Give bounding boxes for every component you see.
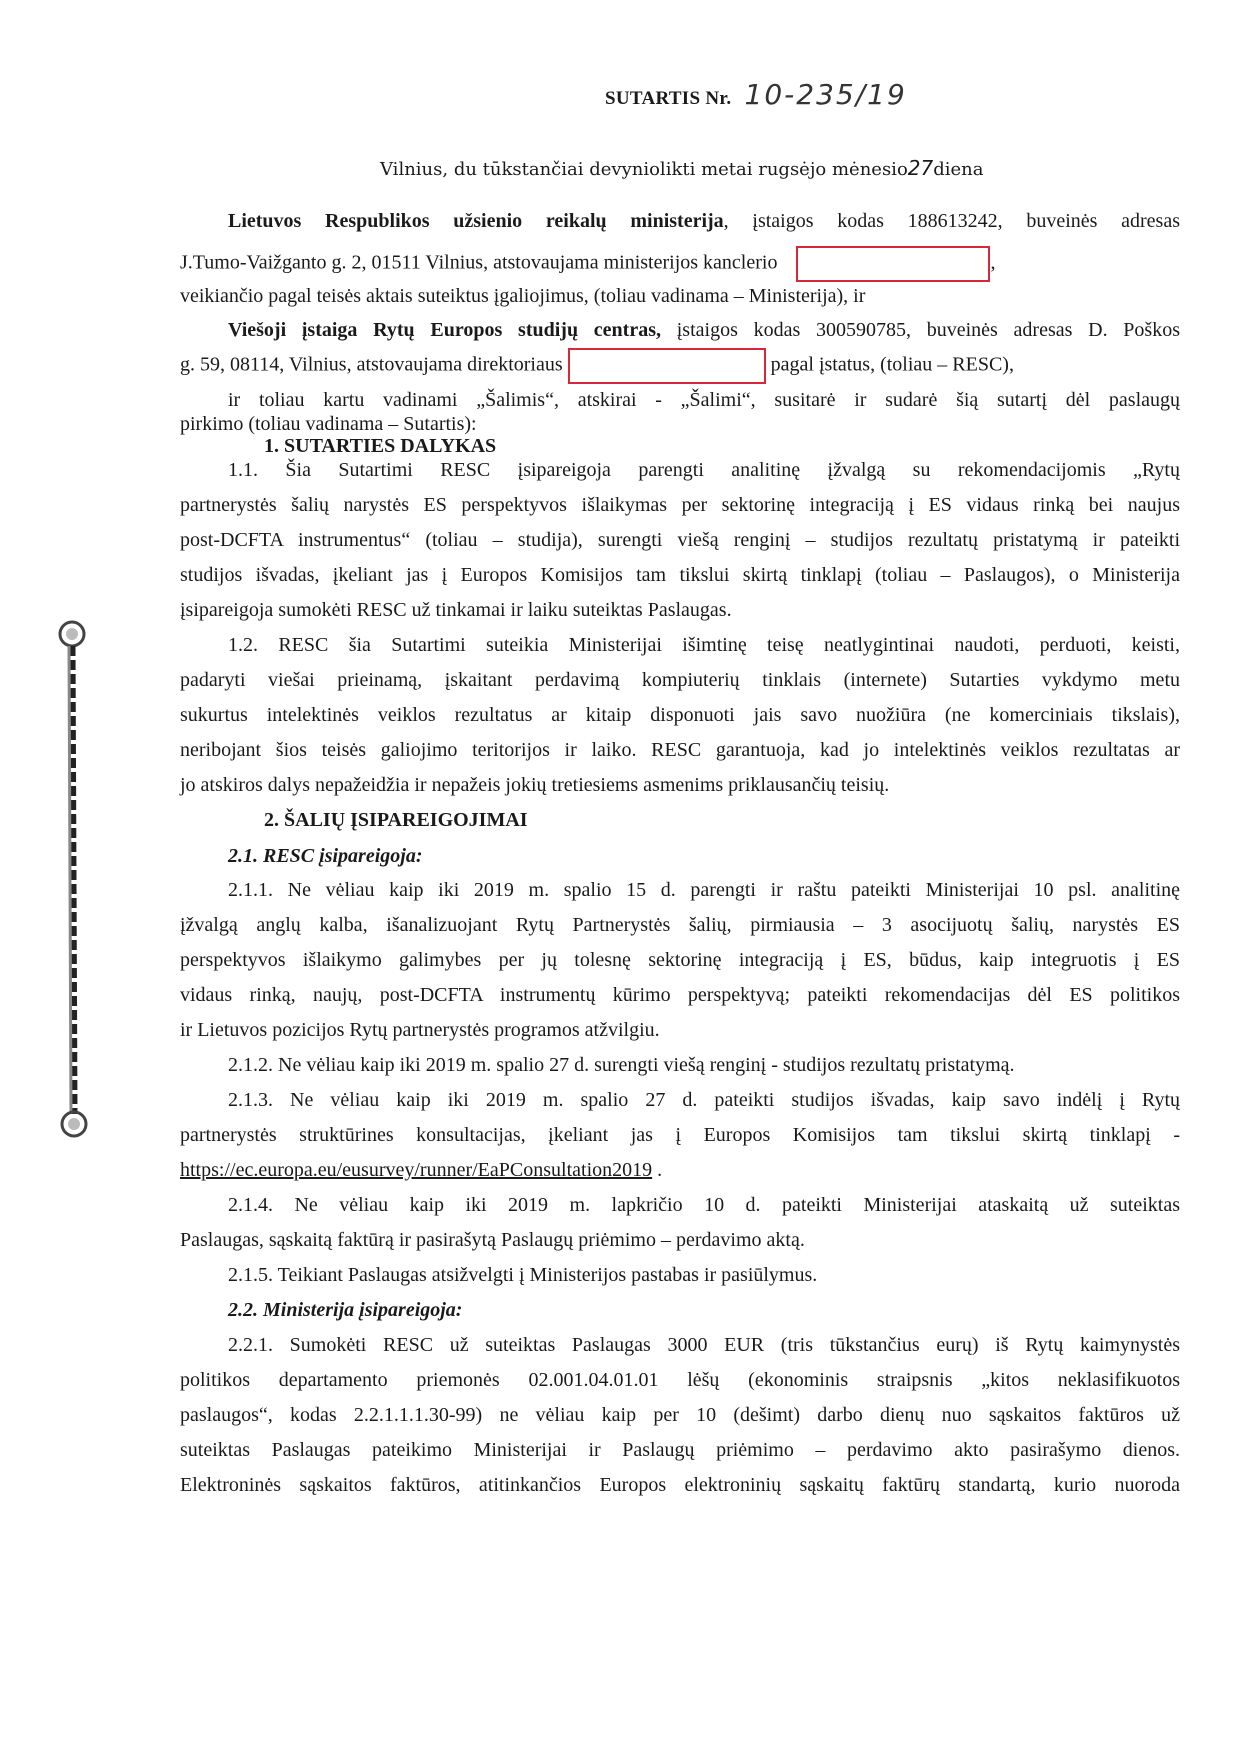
s1-line: sukurtus intelektinės veiklos rezultatus ar kitaip disponuoti jais savo nuožiūra (ne komerciniais tikslais), [180, 704, 1180, 726]
s22-line: paslaugos“, kodas 2.2.1.1.1.30-99) ne vėliau kaip per 10 (dešimt) darbo dienų nuo sąskaitos faktūros už [180, 1404, 1180, 1426]
ministry-name: Lietuvos Respublikos užsienio reikalų ministerija [228, 210, 724, 232]
section-2-heading: 2. ŠALIŲ ĮSIPAREIGOJIMAI [264, 809, 528, 831]
resc-name: Viešoji įstaiga Rytų Europos studijų centras, [228, 319, 661, 341]
day-handwritten: 27 [907, 156, 934, 180]
s22-line: suteiktas Paslaugas pateikimo Ministerijai ir Paslaugų priėmimo – perdavimo akto pasirašymo dienos. [180, 1439, 1180, 1461]
title-text: SUTARTIS Nr. [605, 88, 732, 109]
link-suffix: . [652, 1159, 663, 1181]
s2-line: vidaus rinką, naujų, post-DCFTA instrumentų kūrimo perspektyvą; pateikti rekomendacijas dėl ES politikos [180, 984, 1180, 1006]
resc-line2-after: pagal įstatus, (toliau – RESC), [770, 353, 1014, 376]
eap-consultation-link[interactable]: https://ec.europa.eu/eusurvey/runner/EaPConsultation2019 [180, 1159, 653, 1181]
redacted-name-box [796, 246, 990, 282]
section-1-heading: 1. SUTARTIES DALYKAS [264, 435, 497, 457]
ministry-line-1 [228, 211, 1180, 231]
ministry-rest: , įstaigos kodas 188613242, buveinės adresas [723, 210, 1180, 232]
s1-line: 1.1. Šia Sutartimi RESC įsipareigoja parengti analitinę įžvalgą su rekomendacijomis „Rytų [228, 459, 1180, 481]
binding-cord-icon [52, 620, 92, 1140]
s2-link-line [180, 1160, 1180, 1180]
s22-line: 2.2.1. Sumokėti RESC už suteiktas Paslaugas 3000 EUR (tris tūkstančius eurų) iš Rytų kaimynystės [228, 1334, 1180, 1356]
s2-line: ir Lietuvos pozicijos Rytų partnerystės programos atžvilgiu. [180, 1019, 660, 1041]
s2-line: 2.1.1. Ne vėliau kaip iki 2019 m. spalio 15 d. parengti ir raštu pateikti Ministerijai 10 psl. analitinę [228, 879, 1180, 901]
contract-number-handwritten: 10-235/19 [744, 78, 907, 111]
dateline-text: Vilnius, du tūkstančiai devynioliktі metai rugsėjo mėnesio [380, 159, 908, 180]
s2-line: 2.1.3. Ne vėliau kaip iki 2019 m. spalio 27 d. pateikti studijos išvadas, kaip savo indėlį į Rytų [228, 1089, 1180, 1111]
s1-line: įsipareigoja sumokėti RESC už tinkamai ir laiku suteiktas Paslaugas. [180, 599, 732, 621]
s2-line: 2.1.4. Ne vėliau kaip iki 2019 m. lapkričio 10 d. pateikti Ministerijai ataskaitą už suteiktas [228, 1194, 1180, 1216]
resc-rest: įstaigos kodas 300590785, buveinės adresas D. Poškos [661, 319, 1180, 341]
s1-line: studijos išvadas, įkeliant jas į Europos Komisijos tam tikslui skirtą tinklapį (toliau – Paslaugos), o Ministerija [180, 564, 1180, 586]
resc-line-1 [228, 320, 1180, 340]
subsection-2-2-heading: 2.2. Ministerija įsipareigoja: [228, 1299, 463, 1321]
s1-line: 1.2. RESC šia Sutartimi suteikia Ministerijai išimtinę teisę neatlygintinai naudoti, perduoti, keisti, [228, 634, 1180, 656]
dateline [380, 156, 984, 180]
redacted-name-box [568, 348, 766, 384]
s2-line: perspektyvos išlaikymo galimybes per jų tolesnę sektorinę integraciją į ES, būdus, kaip integruotis į ES [180, 949, 1180, 971]
ministry-address: J.Tumo-Vaižganto g. 2, 01511 Vilnius, atstovaujama ministerijos kanclerio [180, 251, 778, 274]
s2-line: Paslaugas, sąskaitą faktūrą ir pasirašytą Paslaugų priėmimo – perdavimo aktą. [180, 1229, 805, 1251]
contract-title [605, 78, 907, 111]
s22-line: politikos departamento priemonės 02.001.04.01.01 lėšų (ekonominis straipsnis „kitos neklasifikuotos [180, 1369, 1180, 1391]
resc-line-2 [180, 348, 1180, 384]
ministry-line-3: veikiančio pagal teisės aktais suteiktus įgaliojimus, (toliau vadinama – Ministerija), ir [180, 285, 866, 307]
s1-line: partnerystės šalių narystės ES perspektyvos išlaikymas per sektorinę integraciją į ES vidaus rinką bei naujus [180, 494, 1180, 516]
s1-line: jo atskiros dalys nepažeidžia ir nepažeis jokių tretiesiems asmenims priklausančių teisių. [180, 774, 890, 796]
ministry-line-2: J.Tumo-Vaižganto g. 2, 01511 Vilnius, atstovaujama ministerijos kanclerio , [180, 246, 1180, 282]
s1-line: padaryti viešai prieinamą, įskaitant perdavimą kompiuterių tinklais (internete) Sutarties vykdymo metu [180, 669, 1180, 691]
together-line-1: ir toliau kartu vadinami „Šalimis“, atskirai - „Šalimi“, susitarė ir sudarė šią sutartį dėl paslaugų [228, 389, 1180, 411]
s2-line: 2.1.2. Ne vėliau kaip iki 2019 m. spalio 27 d. surengti viešą renginį - studijos rezultatų pristatymą. [228, 1054, 1015, 1076]
s1-line: post-DCFTA instrumentus“ (toliau – studija), surengti viešą renginį – studijos rezultatų pristatymą ir pateikti [180, 529, 1180, 551]
together-line-2: pirkimo (toliau vadinama – Sutartis): [180, 413, 477, 435]
s2-line: partnerystės struktūrines konsultacijas, įkeliant jas į Europos Komisijos tam tikslui skirtą tinklapį - [180, 1124, 1180, 1146]
subsection-2-1-heading: 2.1. RESC įsipareigoja: [228, 845, 423, 867]
s22-line: Elektroninės sąskaitos faktūros, atitinkančios Europos elektroninių sąskaitų faktūrų standartą, kurio nuoroda [180, 1474, 1180, 1496]
dateline-suffix: diena [933, 159, 984, 180]
s1-line: neribojant šios teisės galiojimo teritorijos ir laiko. RESC garantuoja, kad jo intelektinės veiklos rezultatas ar [180, 739, 1180, 761]
s2-line: įžvalgą anglų kalba, išanalizuojant Rytų Partnerystės šalių, pirmiausia – 3 asocijuotų šalių, narystės ES [180, 914, 1180, 936]
resc-director: g. 59, 08114, Vilnius, atstovaujama direktoriaus [180, 353, 563, 376]
s2-line: 2.1.5. Teikiant Paslaugas atsižvelgti į Ministerijos pastabas ir pasiūlymus. [228, 1264, 818, 1286]
